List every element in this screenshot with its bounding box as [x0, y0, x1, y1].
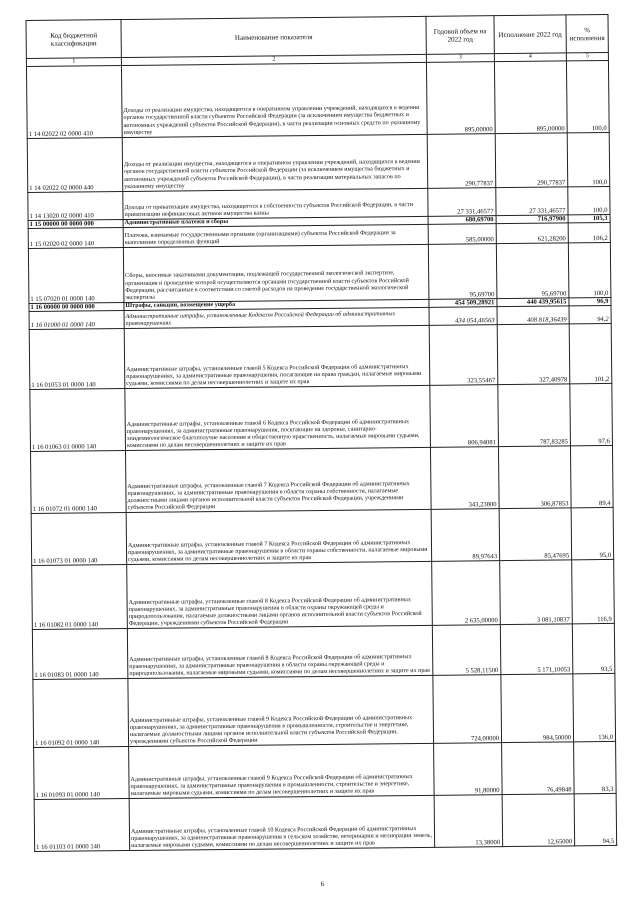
row-pct: 101,2: [569, 324, 612, 384]
row-name: Доходы от реализации имущества, находящегося в оперативном управлении учреждений, находящихся в ведении органов государственной власти субъектов Российской Федерации (за исключением имущества бюджетных и автономных учреждений субъектов Российской Федерации), в части реализации материальных запасов по указанному имуществу: [122, 134, 428, 191]
table-row: [28, 243, 611, 304]
row-exec: 12,65000: [502, 794, 575, 847]
table-row: [32, 560, 615, 630]
row-code: 1 16 01083 01 0000 140: [32, 629, 128, 680]
row-code: 1 16 01103 01 0000 140: [34, 799, 130, 852]
row-pct: 100,0: [568, 186, 610, 214]
row-pct: 97,6: [570, 384, 613, 446]
row-code: 1 14 02022 02 0000 410: [26, 66, 122, 139]
row-exec: 716,97900: [496, 215, 568, 224]
table-row: [27, 132, 610, 192]
row-name: Платежи, взимаемые государственными органами (организациями) субъектов Российской Федерации за выполнение определенных функций: [123, 225, 428, 248]
row-code: 1 14 13020 02 0000 410: [28, 192, 123, 221]
row-code: 1 16 01063 01 0000 140: [30, 389, 126, 452]
row-name: Доходы от приватизации имущества, находящегося в собственности субъектов Российской Федерации, в части приватизации нефинансовых активов имущества казны: [123, 188, 428, 219]
table-row: [30, 384, 613, 452]
row-name: Административные штрафы, установленные главой 10 Кодекса Российской Федерации об административных правонарушениях, за административные правонарушения в сельском хозяйстве, ветеринарии и мелиорации земель, налагаемые мировыми судьями, комиссиями по делам несовершеннолетних и защите их прав: [129, 796, 435, 851]
row-name: Административные штрафы, установленные Кодексом Российской Федерации об административных правонарушениях: [124, 308, 429, 329]
row-name: Административные штрафы, установленные главой 9 Кодекса Российской Федерации об административных правонарушениях, за административные правонарушения в промышленности, строительстве и энергетике, налагаемые мировыми судьями, комиссиями по делам несовершеннолетних и защите их прав: [129, 744, 435, 799]
row-pct: 89,4: [570, 446, 613, 508]
row-pct: 100,0: [568, 243, 611, 298]
table-row: [26, 60, 609, 138]
row-code: 1 16 01073 01 0000 140: [31, 513, 127, 566]
row-code: 1 16 01093 01 0000 140: [34, 747, 130, 800]
column-number: 5: [566, 52, 608, 60]
row-exec: 984,50000: [501, 674, 574, 743]
row-plan: 680,69700: [428, 216, 496, 225]
row-pct: 96,9: [569, 298, 611, 307]
row-plan: 434 054,46563: [429, 307, 497, 326]
row-name: Административные штрафы, установленные главой 9 Кодекса Российской Федерации об административных правонарушениях, за административные правонарушения в промышленности, строительстве и энергетике, налагаемые должностными лицами органов исполнительной власти субъектов Российской Федерации, учреждениями субъектов Российской Федерации: [128, 676, 434, 747]
row-pct: 136,0: [573, 674, 616, 742]
row-pct: 95,0: [571, 508, 614, 560]
row-plan: 89,97643: [431, 509, 500, 562]
row-pct: 106,2: [568, 223, 610, 243]
row-pct: 93,5: [572, 624, 615, 674]
row-pct: 94,5: [574, 794, 617, 846]
row-plan: 13,38000: [434, 795, 503, 848]
row-code: 1 15 02020 02 0000 140: [28, 228, 123, 249]
row-code: 1 16 01082 01 0000 140: [32, 565, 128, 630]
row-name: Доходы от реализации имущества, находящегося в оперативном управлении учреждений, находящихся в ведении органов государственной власти субъектов Российской Федерации (за исключением имущества бюджетных и автономных учреждений субъектов Российской Федерации), в части реализации основных средств по указанному имуществу: [121, 62, 427, 137]
row-plan: 895,00000: [426, 62, 495, 135]
row-exec: 3 081,10837: [500, 560, 573, 625]
column-number: 1: [26, 58, 121, 67]
row-pct: 94,2: [569, 306, 611, 324]
row-name: Административные штрафы, установленные главой 7 Кодекса Российской Федерации об административных правонарушениях, за административные правонарушения в области охраны собственности, налагаемые должностными лицами органов исполнительной власти субъектов Российской Федерации, учреждениями субъектов Российской Федерации: [125, 448, 431, 513]
row-plan: 5 528,11500: [432, 625, 501, 676]
row-plan: 343,23800: [430, 447, 499, 510]
row-exec: 76,49848: [502, 742, 575, 795]
row-plan: 95,69700: [428, 244, 497, 300]
row-exec: 327,40978: [497, 324, 570, 385]
budget-table: [25, 14, 617, 852]
row-pct: 116,9: [572, 560, 615, 624]
row-pct: 100,0: [566, 60, 609, 132]
row-plan: 585,00000: [428, 224, 496, 245]
table-row: [32, 624, 614, 680]
row-exec: 787,83285: [498, 384, 571, 447]
header-exec: Исполнение 2022 год: [494, 15, 566, 54]
row-exec: 27 331,46577: [496, 187, 568, 216]
row-exec: 85,47695: [499, 508, 572, 561]
row-exec: 895,00000: [494, 61, 567, 134]
row-plan: 454 509,28921: [429, 299, 497, 308]
row-name: Административные штрафы, установленные главой 6 Кодекса Российской Федерации об административных правонарушениях, за административные правонарушения, посягающие на здоровье, санитарно-эпидемиологическое благополучие населения и общественную нравственность, налагаемые мировыми судьями, комиссиями по делам несовершеннолетних и защите их прав: [125, 386, 431, 451]
row-exec: 290,77837: [495, 133, 568, 188]
header-code: Код бюджетной классификации: [26, 20, 121, 59]
row-name: Административные штрафы, установленные главой 8 Кодекса Российской Федерации об административных правонарушениях, за административные правонарушения в области охраны окружающей среды и природопользования, налагаемые должностными лицами органов исполнительной власти субъектов Российской Федерации, учреждениями субъектов Российской Федерации: [127, 562, 433, 629]
table-row: [31, 508, 614, 566]
row-code: 1 16 01000 01 0000 140: [29, 311, 124, 330]
column-number: 3: [426, 54, 494, 63]
row-plan: 724,00000: [433, 675, 502, 744]
table-row: [33, 674, 616, 748]
row-exec: 5 171,10053: [500, 624, 573, 675]
row-code: 1 15 07020 01 0000 140: [28, 248, 124, 304]
row-exec: 95,69700: [496, 243, 569, 299]
row-exec: 408 818,36439: [497, 306, 569, 325]
row-name: Административные штрафы, установленные главой 7 Кодекса Российской Федерации об административных правонарушениях, за административные правонарушения в области охраны собственности, налагаемые мировыми судьями, комиссиями по делам несовершеннолетних и защите их прав: [126, 510, 432, 565]
row-plan: 91,80000: [434, 743, 503, 796]
row-code: 1 16 01092 01 0000 140: [33, 679, 129, 748]
row-plan: 2 635,00000: [432, 561, 501, 626]
table-row: [31, 446, 614, 514]
row-name: Сборы, вносимые заказчиками документации, подлежащей государственной экологической экспертизе, организация и проведение которой осуществляются органами государственной власти субъектов Российской Федерации, рассчитанные в соответствии со сметой расходов на проведение государственной экологической экспертизы: [123, 245, 429, 303]
row-name: Штрафы, санкции, возмещение ущерба: [124, 300, 429, 311]
row-pct: 100,0: [567, 132, 610, 186]
row-code: 1 14 02022 02 0000 440: [27, 138, 123, 193]
table-row: [34, 794, 617, 852]
header-plan: Годовой объем на 2022 год: [426, 16, 494, 55]
row-pct: 83,3: [574, 742, 617, 794]
table-row: [29, 324, 612, 390]
row-name: Административные платежи и сборы: [123, 216, 428, 227]
table-row: [34, 742, 617, 800]
row-exec: 306,87853: [498, 446, 571, 509]
row-plan: 806,94081: [430, 385, 499, 448]
row-plan: 290,77837: [427, 134, 496, 189]
column-number: 2: [121, 54, 426, 65]
header-name: Наименование показателя: [121, 16, 426, 57]
row-name: Административные штрафы, установленные главой 8 Кодекса Российской Федерации об административных правонарушениях, за административные правонарушения в области охраны окружающей среды и природопользования, налагаемые мировыми судьями, комиссиями по делам несовершеннолетних и защите их прав: [127, 626, 433, 679]
row-plan: 323,55467: [429, 325, 498, 386]
row-pct: 105,3: [568, 214, 610, 223]
row-code: 1 16 01053 01 0000 140: [29, 329, 125, 390]
row-plan: 27 331,46577: [428, 188, 496, 217]
header-pct: % исполнения: [566, 14, 608, 52]
row-code: 1 16 00000 00 0000 000: [29, 303, 124, 312]
header-row: [26, 14, 608, 58]
page-number: 6: [320, 879, 325, 889]
row-exec: 440 439,95615: [497, 298, 569, 307]
row-exec: 621,28200: [496, 223, 568, 244]
row-name: Административные штрафы, установленные главой 5 Кодекса Российской Федерации об административных правонарушениях, за административные правонарушения, посягающие на права граждан, налагаемые мировыми судьями, комиссиями по делам несовершеннолетних и защите их прав: [124, 326, 430, 389]
column-number: 4: [494, 53, 566, 62]
row-code: 1 16 01072 01 0000 140: [31, 451, 127, 514]
row-code: 1 15 00000 00 0000 000: [28, 220, 123, 229]
